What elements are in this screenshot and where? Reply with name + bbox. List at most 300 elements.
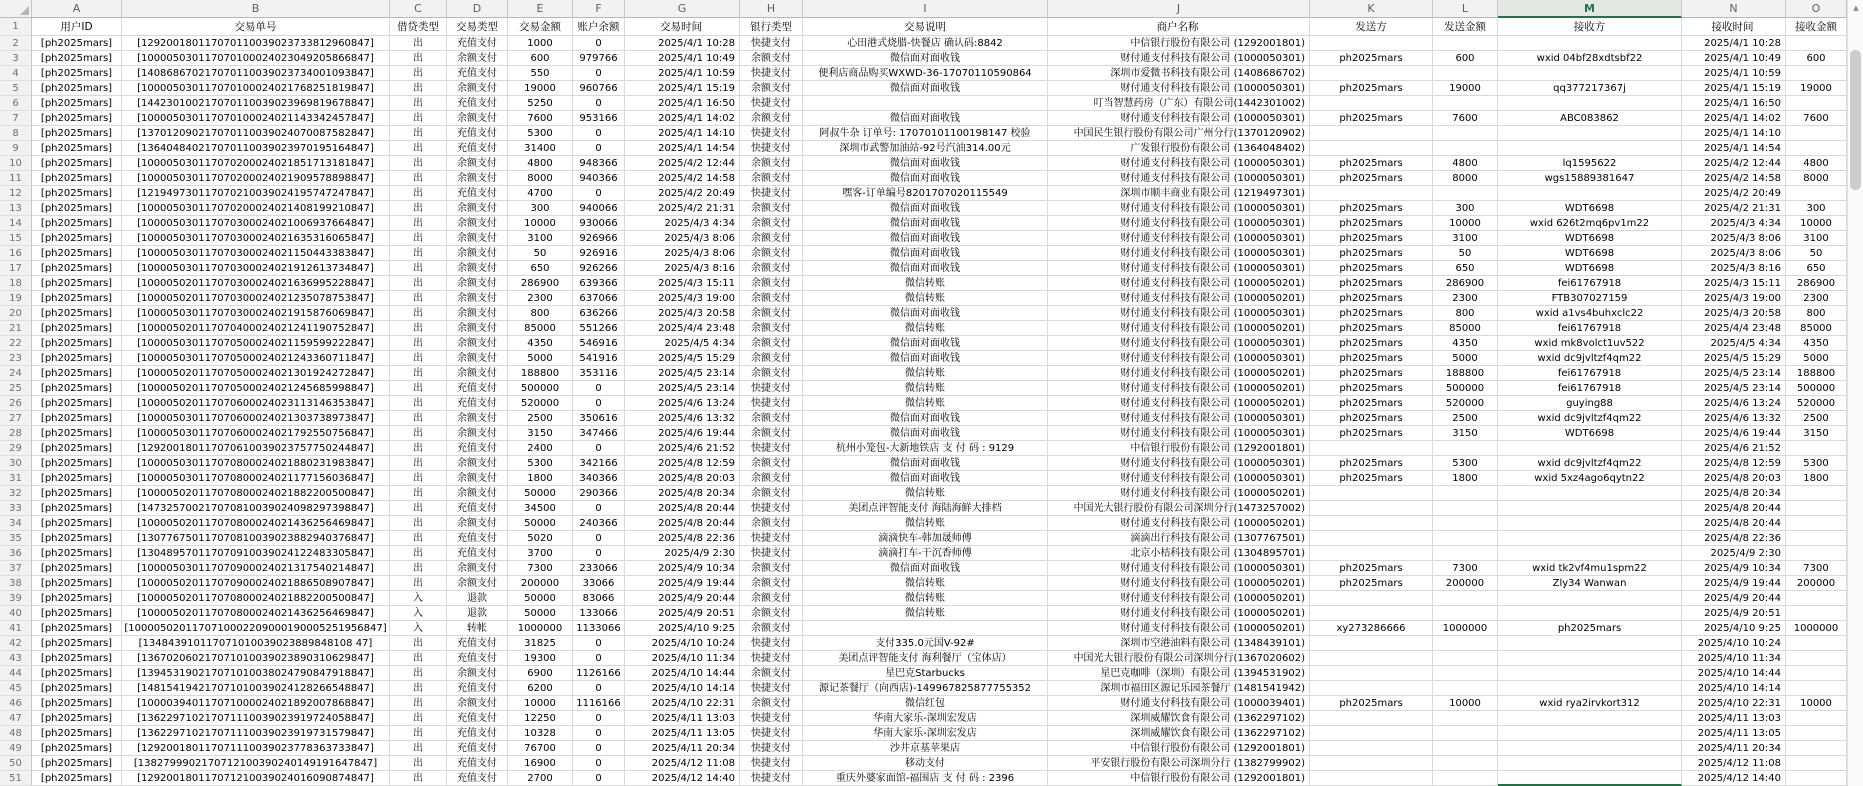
cell-I20[interactable]: 微信面对面收钱 — [803, 306, 1048, 321]
row-number-44[interactable]: 44 — [0, 666, 32, 681]
cell-I40[interactable]: 微信转账 — [803, 606, 1048, 621]
cell-F6[interactable]: 0 — [573, 96, 625, 111]
row-number-14[interactable]: 14 — [0, 216, 32, 231]
cell-M34[interactable] — [1498, 516, 1682, 531]
cell-M9[interactable] — [1498, 141, 1682, 156]
cell-F38[interactable]: 33066 — [573, 576, 625, 591]
cell-K15[interactable]: ph2025mars — [1310, 231, 1433, 246]
cell-A27[interactable]: [ph2025mars] — [32, 411, 122, 426]
cell-H32[interactable]: 余额支付 — [740, 486, 803, 501]
cell-L6[interactable] — [1433, 96, 1498, 111]
cell-I18[interactable]: 微信转账 — [803, 276, 1048, 291]
cell-J11[interactable]: 财付通支付科技有限公司 (1000050301) — [1048, 171, 1310, 186]
cell-N12[interactable]: 2025/4/2 20:49 — [1682, 186, 1786, 201]
cell-F22[interactable]: 546916 — [573, 336, 625, 351]
cell-O6[interactable] — [1786, 96, 1847, 111]
cell-E3[interactable]: 600 — [508, 51, 573, 66]
cell-C27[interactable]: 出 — [390, 411, 447, 426]
cell-O47[interactable] — [1786, 711, 1847, 726]
cell-I32[interactable]: 微信转账 — [803, 486, 1048, 501]
cell-G35[interactable]: 2025/4/8 22:36 — [625, 531, 740, 546]
cell-K27[interactable]: ph2025mars — [1310, 411, 1433, 426]
cell-O25[interactable]: 500000 — [1786, 381, 1847, 396]
cell-A37[interactable]: [ph2025mars] — [32, 561, 122, 576]
cell-I36[interactable]: 滴滴打车-干沉香师傅 — [803, 546, 1048, 561]
cell-A39[interactable]: [ph2025mars] — [32, 591, 122, 606]
cell-I9[interactable]: 深圳市武警加油站-92号汽油314.00元 — [803, 141, 1048, 156]
cell-B6[interactable]: [144230100217070110039023969819678847] — [122, 96, 390, 111]
cell-I4[interactable]: 便利店商品购买WXWD-36-17070110590864 — [803, 66, 1048, 81]
cell-G21[interactable]: 2025/4/4 23:48 — [625, 321, 740, 336]
cell-C17[interactable]: 出 — [390, 261, 447, 276]
row-number-34[interactable]: 34 — [0, 516, 32, 531]
cell-M45[interactable] — [1498, 681, 1682, 696]
cell-J7[interactable]: 财付通支付科技有限公司 (1000050301) — [1048, 111, 1310, 126]
cell-L9[interactable] — [1433, 141, 1498, 156]
cell-K6[interactable] — [1310, 96, 1433, 111]
row-number-32[interactable]: 32 — [0, 486, 32, 501]
cell-N28[interactable]: 2025/4/6 19:44 — [1682, 426, 1786, 441]
cell-H40[interactable]: 余额支付 — [740, 606, 803, 621]
cell-O23[interactable]: 5000 — [1786, 351, 1847, 366]
cell-J25[interactable]: 财付通支付科技有限公司 (1000050201) — [1048, 381, 1310, 396]
cell-M13[interactable]: WDT6698 — [1498, 201, 1682, 216]
cell-E4[interactable]: 550 — [508, 66, 573, 81]
cell-D6[interactable]: 充值支付 — [447, 96, 508, 111]
cell-M6[interactable] — [1498, 96, 1682, 111]
cell-A24[interactable]: [ph2025mars] — [32, 366, 122, 381]
cell-D42[interactable]: 充值支付 — [447, 636, 508, 651]
cell-M33[interactable] — [1498, 501, 1682, 516]
cell-L27[interactable]: 2500 — [1433, 411, 1498, 426]
cell-C50[interactable]: 出 — [390, 756, 447, 771]
cell-E19[interactable]: 2300 — [508, 291, 573, 306]
cell-G32[interactable]: 2025/4/8 20:34 — [625, 486, 740, 501]
cell-G12[interactable]: 2025/4/2 20:49 — [625, 186, 740, 201]
cell-D12[interactable]: 充值支付 — [447, 186, 508, 201]
cell-D7[interactable]: 余额支付 — [447, 111, 508, 126]
cell-J36[interactable]: 北京小桔科技有限公司 (1304895701) — [1048, 546, 1310, 561]
cell-I43[interactable]: 美团点评智能支付 海利餐厅（宝体店） — [803, 651, 1048, 666]
cell-J4[interactable]: 深圳市爱微书科技有限公司 (1408686702) — [1048, 66, 1310, 81]
cell-M49[interactable] — [1498, 741, 1682, 756]
cell-C7[interactable]: 出 — [390, 111, 447, 126]
cell-A35[interactable]: [ph2025mars] — [32, 531, 122, 546]
cell-F17[interactable]: 926266 — [573, 261, 625, 276]
cell-I3[interactable]: 微信面对面收钱 — [803, 51, 1048, 66]
cell-H41[interactable]: 余额支付 — [740, 621, 803, 636]
cell-M38[interactable]: Zly34 Wanwan — [1498, 576, 1682, 591]
cell-O51[interactable] — [1786, 771, 1847, 786]
header-cell-A[interactable]: 用户ID — [32, 18, 122, 36]
cell-O19[interactable]: 2300 — [1786, 291, 1847, 306]
cell-N50[interactable]: 2025/4/12 11:08 — [1682, 756, 1786, 771]
row-number-8[interactable]: 8 — [0, 126, 32, 141]
cell-D34[interactable]: 余额支付 — [447, 516, 508, 531]
cell-O4[interactable] — [1786, 66, 1847, 81]
cell-G7[interactable]: 2025/4/1 14:02 — [625, 111, 740, 126]
cell-E31[interactable]: 1800 — [508, 471, 573, 486]
cell-L40[interactable] — [1433, 606, 1498, 621]
row-number-4[interactable]: 4 — [0, 66, 32, 81]
cell-J44[interactable]: 星巴克咖啡（深圳）有限公司 (1394531902) — [1048, 666, 1310, 681]
cell-B10[interactable]: [100005030117070200024021851713181847] — [122, 156, 390, 171]
cell-C39[interactable]: 入 — [390, 591, 447, 606]
cell-C23[interactable]: 出 — [390, 351, 447, 366]
row-number-46[interactable]: 46 — [0, 696, 32, 711]
cell-O49[interactable] — [1786, 741, 1847, 756]
cell-G25[interactable]: 2025/4/5 23:14 — [625, 381, 740, 396]
row-number-40[interactable]: 40 — [0, 606, 32, 621]
cell-B35[interactable]: [130776750117070810039023882940376847] — [122, 531, 390, 546]
cell-B26[interactable]: [100005020117070600024023113146353847] — [122, 396, 390, 411]
cell-A36[interactable]: [ph2025mars] — [32, 546, 122, 561]
cell-A23[interactable]: [ph2025mars] — [32, 351, 122, 366]
cell-D23[interactable]: 余额支付 — [447, 351, 508, 366]
cell-D32[interactable]: 余额支付 — [447, 486, 508, 501]
row-number-5[interactable]: 5 — [0, 81, 32, 96]
cell-L10[interactable]: 4800 — [1433, 156, 1498, 171]
header-cell-B[interactable]: 交易单号 — [122, 18, 390, 36]
cell-G41[interactable]: 2025/4/10 9:25 — [625, 621, 740, 636]
cell-C33[interactable]: 出 — [390, 501, 447, 516]
cell-B5[interactable]: [100005030117070100024021768251819847] — [122, 81, 390, 96]
cell-B37[interactable]: [100005030117070900024021317540214847] — [122, 561, 390, 576]
cell-A5[interactable]: [ph2025mars] — [32, 81, 122, 96]
cell-N7[interactable]: 2025/4/1 14:02 — [1682, 111, 1786, 126]
header-cell-M[interactable]: 接收方 — [1498, 18, 1682, 36]
cell-G29[interactable]: 2025/4/6 21:52 — [625, 441, 740, 456]
cell-J37[interactable]: 财付通支付科技有限公司 (1000050301) — [1048, 561, 1310, 576]
cell-N45[interactable]: 2025/4/10 14:14 — [1682, 681, 1786, 696]
cell-J22[interactable]: 财付通支付科技有限公司 (1000050301) — [1048, 336, 1310, 351]
cell-K49[interactable] — [1310, 741, 1433, 756]
cell-K38[interactable]: ph2025mars — [1310, 576, 1433, 591]
cell-E50[interactable]: 16900 — [508, 756, 573, 771]
cell-I31[interactable]: 微信面对面收钱 — [803, 471, 1048, 486]
cell-C31[interactable]: 出 — [390, 471, 447, 486]
cell-D28[interactable]: 余额支付 — [447, 426, 508, 441]
cell-J23[interactable]: 财付通支付科技有限公司 (1000050301) — [1048, 351, 1310, 366]
cell-H18[interactable]: 余额支付 — [740, 276, 803, 291]
cell-G33[interactable]: 2025/4/8 20:44 — [625, 501, 740, 516]
cell-L18[interactable]: 286900 — [1433, 276, 1498, 291]
cell-F42[interactable]: 0 — [573, 636, 625, 651]
cell-O33[interactable] — [1786, 501, 1847, 516]
cell-N9[interactable]: 2025/4/1 14:54 — [1682, 141, 1786, 156]
cell-E41[interactable]: 1000000 — [508, 621, 573, 636]
cell-D36[interactable]: 充值支付 — [447, 546, 508, 561]
cell-G18[interactable]: 2025/4/3 15:11 — [625, 276, 740, 291]
cell-E5[interactable]: 19000 — [508, 81, 573, 96]
cell-I28[interactable]: 微信面对面收钱 — [803, 426, 1048, 441]
cell-M47[interactable] — [1498, 711, 1682, 726]
cell-M35[interactable] — [1498, 531, 1682, 546]
cell-E48[interactable]: 10328 — [508, 726, 573, 741]
cell-L22[interactable]: 4350 — [1433, 336, 1498, 351]
cell-J3[interactable]: 财付通支付科技有限公司 (1000050301) — [1048, 51, 1310, 66]
cell-F16[interactable]: 926916 — [573, 246, 625, 261]
column-header-I[interactable]: I — [803, 0, 1048, 18]
row-number-38[interactable]: 38 — [0, 576, 32, 591]
cell-L48[interactable] — [1433, 726, 1498, 741]
cell-F33[interactable]: 0 — [573, 501, 625, 516]
cell-B31[interactable]: [100005030117070800024021177156036847] — [122, 471, 390, 486]
cell-G6[interactable]: 2025/4/1 16:50 — [625, 96, 740, 111]
cell-N42[interactable]: 2025/4/10 10:24 — [1682, 636, 1786, 651]
cell-L16[interactable]: 50 — [1433, 246, 1498, 261]
cell-I2[interactable]: 心田港式烧腊-快餐店 确认码:8842 — [803, 36, 1048, 51]
cell-J41[interactable]: 财付通支付科技有限公司 (1000050201) — [1048, 621, 1310, 636]
cell-I39[interactable]: 微信转账 — [803, 591, 1048, 606]
cell-I22[interactable]: 微信面对面收钱 — [803, 336, 1048, 351]
cell-B29[interactable]: [129200180117070610039023757750244847] — [122, 441, 390, 456]
cell-I26[interactable]: 微信转账 — [803, 396, 1048, 411]
cell-L37[interactable]: 7300 — [1433, 561, 1498, 576]
cell-K17[interactable]: ph2025mars — [1310, 261, 1433, 276]
cell-G3[interactable]: 2025/4/1 10:49 — [625, 51, 740, 66]
cell-K12[interactable] — [1310, 186, 1433, 201]
cell-N23[interactable]: 2025/4/5 15:29 — [1682, 351, 1786, 366]
cell-E24[interactable]: 188800 — [508, 366, 573, 381]
cell-C25[interactable]: 出 — [390, 381, 447, 396]
cell-M31[interactable]: wxid 5xz4ago6qytn22 — [1498, 471, 1682, 486]
cell-L11[interactable]: 8000 — [1433, 171, 1498, 186]
cell-J17[interactable]: 财付通支付科技有限公司 (1000050301) — [1048, 261, 1310, 276]
cell-O8[interactable] — [1786, 126, 1847, 141]
cell-C10[interactable]: 出 — [390, 156, 447, 171]
row-number-31[interactable]: 31 — [0, 471, 32, 486]
cell-F12[interactable]: 0 — [573, 186, 625, 201]
cell-B33[interactable]: [147325700217070810039024098297398847] — [122, 501, 390, 516]
cell-I33[interactable]: 美团点评智能支付 海陆海鲜大排档 — [803, 501, 1048, 516]
cell-B19[interactable]: [100005020117070300024021235078753847] — [122, 291, 390, 306]
cell-M36[interactable] — [1498, 546, 1682, 561]
cell-C29[interactable]: 出 — [390, 441, 447, 456]
cell-J38[interactable]: 财付通支付科技有限公司 (1000050201) — [1048, 576, 1310, 591]
cell-B43[interactable]: [136702060217071010039023890310629847] — [122, 651, 390, 666]
header-cell-K[interactable]: 发送方 — [1310, 18, 1433, 36]
column-header-C[interactable]: C — [390, 0, 447, 18]
cell-F34[interactable]: 240366 — [573, 516, 625, 531]
cell-A30[interactable]: [ph2025mars] — [32, 456, 122, 471]
cell-B2[interactable]: [129200180117070110039023733812960847] — [122, 36, 390, 51]
cell-D18[interactable]: 余额支付 — [447, 276, 508, 291]
row-number-47[interactable]: 47 — [0, 711, 32, 726]
cell-E25[interactable]: 500000 — [508, 381, 573, 396]
cell-N33[interactable]: 2025/4/8 20:44 — [1682, 501, 1786, 516]
cell-I14[interactable]: 微信面对面收钱 — [803, 216, 1048, 231]
cell-L19[interactable]: 2300 — [1433, 291, 1498, 306]
cell-D41[interactable]: 转帐 — [447, 621, 508, 636]
cell-H22[interactable]: 余额支付 — [740, 336, 803, 351]
row-number-43[interactable]: 43 — [0, 651, 32, 666]
row-number-28[interactable]: 28 — [0, 426, 32, 441]
cell-A7[interactable]: [ph2025mars] — [32, 111, 122, 126]
cell-N25[interactable]: 2025/4/5 23:14 — [1682, 381, 1786, 396]
cell-H23[interactable]: 余额支付 — [740, 351, 803, 366]
cell-L12[interactable] — [1433, 186, 1498, 201]
cell-G22[interactable]: 2025/4/5 4:34 — [625, 336, 740, 351]
cell-J12[interactable]: 深圳市顺丰商业有限公司 (1219497301) — [1048, 186, 1310, 201]
cell-G45[interactable]: 2025/4/10 14:14 — [625, 681, 740, 696]
cell-H33[interactable]: 快捷支付 — [740, 501, 803, 516]
cell-D37[interactable]: 余额支付 — [447, 561, 508, 576]
cell-M21[interactable]: fei61767918 — [1498, 321, 1682, 336]
cell-K41[interactable]: xy273286666 — [1310, 621, 1433, 636]
cell-D8[interactable]: 充值支付 — [447, 126, 508, 141]
cell-F37[interactable]: 233066 — [573, 561, 625, 576]
row-number-39[interactable]: 39 — [0, 591, 32, 606]
cell-B3[interactable]: [100005030117070100024023049205866847] — [122, 51, 390, 66]
cell-L2[interactable] — [1433, 36, 1498, 51]
cell-K13[interactable]: ph2025mars — [1310, 201, 1433, 216]
cell-I11[interactable]: 微信面对面收钱 — [803, 171, 1048, 186]
cell-C9[interactable]: 出 — [390, 141, 447, 156]
cell-K43[interactable] — [1310, 651, 1433, 666]
cell-D2[interactable]: 充值支付 — [447, 36, 508, 51]
column-header-E[interactable]: E — [508, 0, 573, 18]
cell-G42[interactable]: 2025/4/10 10:24 — [625, 636, 740, 651]
cell-K51[interactable] — [1310, 771, 1433, 786]
cell-H17[interactable]: 余额支付 — [740, 261, 803, 276]
cell-I47[interactable]: 华南大家乐-深圳宏发店 — [803, 711, 1048, 726]
cell-K9[interactable] — [1310, 141, 1433, 156]
cell-J34[interactable]: 财付通支付科技有限公司 (1000050201) — [1048, 516, 1310, 531]
cell-C24[interactable]: 出 — [390, 366, 447, 381]
cell-D38[interactable]: 余额支付 — [447, 576, 508, 591]
cell-O21[interactable]: 85000 — [1786, 321, 1847, 336]
cell-C48[interactable]: 出 — [390, 726, 447, 741]
cell-H16[interactable]: 余额支付 — [740, 246, 803, 261]
cell-A14[interactable]: [ph2025mars] — [32, 216, 122, 231]
cell-F31[interactable]: 340366 — [573, 471, 625, 486]
cell-M46[interactable]: wxid rya2irvkort312 — [1498, 696, 1682, 711]
cell-F46[interactable]: 1116166 — [573, 696, 625, 711]
cell-G27[interactable]: 2025/4/6 13:32 — [625, 411, 740, 426]
cell-E47[interactable]: 12250 — [508, 711, 573, 726]
cell-D9[interactable]: 充值支付 — [447, 141, 508, 156]
cell-G5[interactable]: 2025/4/1 15:19 — [625, 81, 740, 96]
cell-E26[interactable]: 520000 — [508, 396, 573, 411]
cell-N24[interactable]: 2025/4/5 23:14 — [1682, 366, 1786, 381]
cell-F26[interactable]: 0 — [573, 396, 625, 411]
cell-D17[interactable]: 余额支付 — [447, 261, 508, 276]
column-header-L[interactable]: L — [1433, 0, 1498, 18]
cell-L30[interactable]: 5300 — [1433, 456, 1498, 471]
cell-I29[interactable]: 杭州小笼包-大新地铁店 支 付 码 : 9129 — [803, 441, 1048, 456]
cell-M16[interactable]: WDT6698 — [1498, 246, 1682, 261]
row-number-10[interactable]: 10 — [0, 156, 32, 171]
cell-C43[interactable]: 出 — [390, 651, 447, 666]
cell-I34[interactable]: 微信转账 — [803, 516, 1048, 531]
cell-H27[interactable]: 余额支付 — [740, 411, 803, 426]
cell-I46[interactable]: 微信红包 — [803, 696, 1048, 711]
cell-B48[interactable]: [136229710217071110039023919731579847] — [122, 726, 390, 741]
cell-A9[interactable]: [ph2025mars] — [32, 141, 122, 156]
row-number-23[interactable]: 23 — [0, 351, 32, 366]
cell-D50[interactable]: 充值支付 — [447, 756, 508, 771]
cell-B30[interactable]: [100005030117070800024021880231983847] — [122, 456, 390, 471]
cell-I50[interactable]: 移动支付 — [803, 756, 1048, 771]
cell-L29[interactable] — [1433, 441, 1498, 456]
cell-B47[interactable]: [136229710217071110039023919724058847] — [122, 711, 390, 726]
cell-L35[interactable] — [1433, 531, 1498, 546]
cell-L32[interactable] — [1433, 486, 1498, 501]
cell-L14[interactable]: 10000 — [1433, 216, 1498, 231]
cell-D25[interactable]: 充值支付 — [447, 381, 508, 396]
cell-H7[interactable]: 余额支付 — [740, 111, 803, 126]
cell-D5[interactable]: 余额支付 — [447, 81, 508, 96]
row-number-30[interactable]: 30 — [0, 456, 32, 471]
cell-O32[interactable] — [1786, 486, 1847, 501]
row-number-1[interactable]: 1 — [0, 18, 32, 36]
cell-B17[interactable]: [100005030117070300024021912613734847] — [122, 261, 390, 276]
cell-N31[interactable]: 2025/4/8 20:03 — [1682, 471, 1786, 486]
cell-O29[interactable] — [1786, 441, 1847, 456]
cell-F3[interactable]: 979766 — [573, 51, 625, 66]
select-all-corner[interactable] — [0, 0, 32, 17]
cell-C35[interactable]: 出 — [390, 531, 447, 546]
row-number-24[interactable]: 24 — [0, 366, 32, 381]
cell-A19[interactable]: [ph2025mars] — [32, 291, 122, 306]
header-cell-D[interactable]: 交易类型 — [447, 18, 508, 36]
cell-D45[interactable]: 充值支付 — [447, 681, 508, 696]
cell-M15[interactable]: WDT6698 — [1498, 231, 1682, 246]
cell-B9[interactable]: [136404840217070110039023970195164847] — [122, 141, 390, 156]
cell-J35[interactable]: 滴滴出行科技有限公司 (1307767501) — [1048, 531, 1310, 546]
cell-K32[interactable] — [1310, 486, 1433, 501]
column-header-H[interactable]: H — [740, 0, 803, 18]
cell-J13[interactable]: 财付通支付科技有限公司 (1000050301) — [1048, 201, 1310, 216]
cell-M4[interactable] — [1498, 66, 1682, 81]
cell-K37[interactable]: ph2025mars — [1310, 561, 1433, 576]
cell-J19[interactable]: 财付通支付科技有限公司 (1000050201) — [1048, 291, 1310, 306]
cell-N20[interactable]: 2025/4/3 20:58 — [1682, 306, 1786, 321]
cell-H9[interactable]: 快捷支付 — [740, 141, 803, 156]
cell-F8[interactable]: 0 — [573, 126, 625, 141]
cell-A51[interactable]: [ph2025mars] — [32, 771, 122, 786]
cell-E46[interactable]: 10000 — [508, 696, 573, 711]
cell-C8[interactable]: 出 — [390, 126, 447, 141]
cell-A34[interactable]: [ph2025mars] — [32, 516, 122, 531]
cell-I30[interactable]: 微信面对面收钱 — [803, 456, 1048, 471]
cell-O17[interactable]: 650 — [1786, 261, 1847, 276]
cell-D16[interactable]: 余额支付 — [447, 246, 508, 261]
cell-E9[interactable]: 31400 — [508, 141, 573, 156]
cell-O2[interactable] — [1786, 36, 1847, 51]
cell-I41[interactable] — [803, 621, 1048, 636]
header-cell-O[interactable]: 接收金额 — [1786, 18, 1847, 36]
cell-L20[interactable]: 800 — [1433, 306, 1498, 321]
cell-F29[interactable]: 0 — [573, 441, 625, 456]
cell-A47[interactable]: [ph2025mars] — [32, 711, 122, 726]
cell-G8[interactable]: 2025/4/1 14:10 — [625, 126, 740, 141]
cell-E29[interactable]: 2400 — [508, 441, 573, 456]
cell-N38[interactable]: 2025/4/9 19:44 — [1682, 576, 1786, 591]
cell-O27[interactable]: 2500 — [1786, 411, 1847, 426]
cell-F27[interactable]: 350616 — [573, 411, 625, 426]
cell-B14[interactable]: [100005030117070300024021006937664847] — [122, 216, 390, 231]
cell-J5[interactable]: 财付通支付科技有限公司 (1000050301) — [1048, 81, 1310, 96]
cell-H10[interactable]: 余额支付 — [740, 156, 803, 171]
cell-O40[interactable] — [1786, 606, 1847, 621]
cell-C19[interactable]: 出 — [390, 291, 447, 306]
cell-D21[interactable]: 余额支付 — [447, 321, 508, 336]
cell-O26[interactable]: 520000 — [1786, 396, 1847, 411]
cell-N43[interactable]: 2025/4/10 11:34 — [1682, 651, 1786, 666]
row-number-48[interactable]: 48 — [0, 726, 32, 741]
